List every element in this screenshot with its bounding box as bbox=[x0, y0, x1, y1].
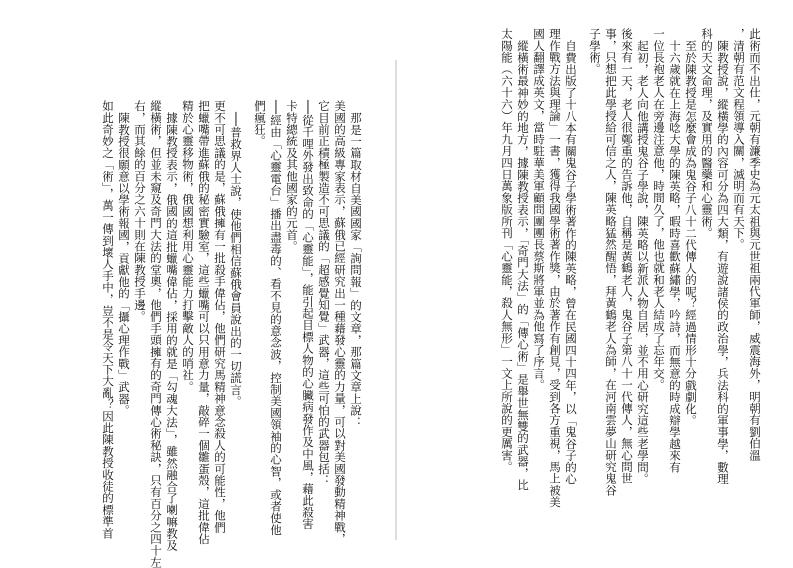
right-line-1: 此術而不出仕，元朝有濂季史為元太祖與元世祖兩代軍師，威震海外，明朝有劉伯溫 bbox=[748, 28, 762, 461]
right-line-14: 國人翻譯成英文，當時駐華美軍顧問團團長蔡斯將軍並為他寫了序言。 bbox=[532, 28, 546, 391]
left-line-8: ──普救界人士說，使他們相信蘇俄會員說出的一切謊言。 bbox=[229, 112, 243, 408]
left-line-13: 縱橫術，但並未窺及奇門大法的堂奧，他們手頭擁有的奇門傳心術秘訣，只有百分之四十左 bbox=[149, 100, 163, 568]
left-page bbox=[0, 0, 396, 568]
right-line-6: 十六歲就在上海唸大學的陳英略，暇時喜歡蘇繡學，吟詩，而無意的時成辯學越來有 bbox=[668, 40, 682, 473]
right-line-15: 縱橫術最神妙的地方，據陳教授表示，「奇門大法」的「傳心術」是舉世無雙的武器，比 bbox=[516, 40, 530, 491]
left-line-7: 們瘋狂。 bbox=[253, 100, 267, 147]
left-line-1: 那是一篇取材自美國國家「詢問報」的文章，那篇文章上說： bbox=[349, 112, 363, 428]
right-line-2: ，清朝有范文程領導入關，滅明而有天下。 bbox=[732, 28, 746, 251]
right-line-13: 理作戰方法與理論」一書，獲得我國學術著作獎，由於著作有創見，受到各方重視，馬上被美 bbox=[548, 28, 562, 508]
left-line-5: 卡特總統及其他國家的元首。 bbox=[285, 100, 299, 253]
right-line-9: 後來有一天，老人很鄭重的告訴他，自稱是黃鶴老人，鬼谷子第八十一代傳人，無心問世 bbox=[620, 28, 634, 485]
right-line-10: 事，只想把此學授給可信之人，陳英略猛然醒悟，拜黃鶴老人為師，在河南雲夢山研究鬼谷 bbox=[604, 28, 618, 496]
left-line-3: 它目前正積極製造不可思議的「超感覺知覺」武器，這些可怕的武器包括： bbox=[317, 100, 331, 487]
right-page bbox=[397, 0, 793, 560]
right-line-11: 子學術。 bbox=[588, 28, 602, 75]
left-line-12: 據陳教授表示，俄國的這批蠟嘴偉佔，採用的就是「勾魂大法」，雖然融合了喇嘛教及 bbox=[165, 112, 179, 551]
right-line-4: 科的天文命理，及實用的醫藥和心靈術。 bbox=[700, 28, 714, 239]
left-line-15: 陳教授很願意以學術報國，貢獻他的「攝心理作戰」武器。 bbox=[117, 112, 131, 417]
left-line-11: 精於心靈移物術，俄國想利用心靈能力打擊敵人的哨社。 bbox=[181, 100, 195, 393]
left-line-14: 右，而其餘的百分之六十則在陳教授手邊。 bbox=[133, 100, 147, 323]
left-line-16: 如此奇妙之「術」，萬一傳到壞人手中，豈不是令天下大亂？因此陳教授收徒的標準首 bbox=[101, 100, 115, 539]
left-line-4: ──從千哩外發出致命的「心靈能」，能引起目標人物的心臟病發作及中風，藉此殺害 bbox=[301, 100, 315, 530]
left-line-6: ──經由「心靈電台」播出盡毒的、看不見的意念波，控制美國領袖的心智，或者使他 bbox=[269, 100, 283, 536]
right-line-5: 至於陳教授是怎麼會成為鬼谷子八十二代傳人的呢？經過情形十分戲劇化。 bbox=[684, 40, 698, 427]
left-line-2: 美國的高級專家表示，蘇俄已經研究出一種藉發心靈的力量，可以對美國發動精神戰， bbox=[333, 100, 347, 545]
right-line-3: 陳教授說，縱橫學的內容可分為四大類，有遊說諸侯的政治學，兵法科的軍事學，數理 bbox=[716, 40, 730, 485]
right-line-8: 起初，老人向他講授鬼谷子學說，陳英略以新派人物自居，並不用心研究這些老學問。 bbox=[636, 40, 650, 485]
right-line-16: 太陽能（六十六）年九月四日萬象版所刊「心靈能，殺人無形」一文上所說的更厲害。 bbox=[500, 28, 514, 473]
right-line-7: 一位長袍老人在旁邊注意他，時間久了，他也就和老人結成了忘年交。 bbox=[652, 28, 666, 391]
right-line-12: 自費出版了十八本有關鬼谷子學術著作的陳英略，曾在民國四十四年，以「鬼谷子的心 bbox=[564, 40, 578, 485]
left-line-9: 更不可思議的是，蘇俄擁有一批殺手偉佔，他們研究馬精神意念殺人的可能性，他們 bbox=[213, 100, 227, 533]
left-line-10: 把蠟嘴帶進蘇俄的秘密實驗室，這些蠟嘴可以只用意力量，敲碎一個雛蛋殼，這批偉佔 bbox=[197, 100, 211, 545]
